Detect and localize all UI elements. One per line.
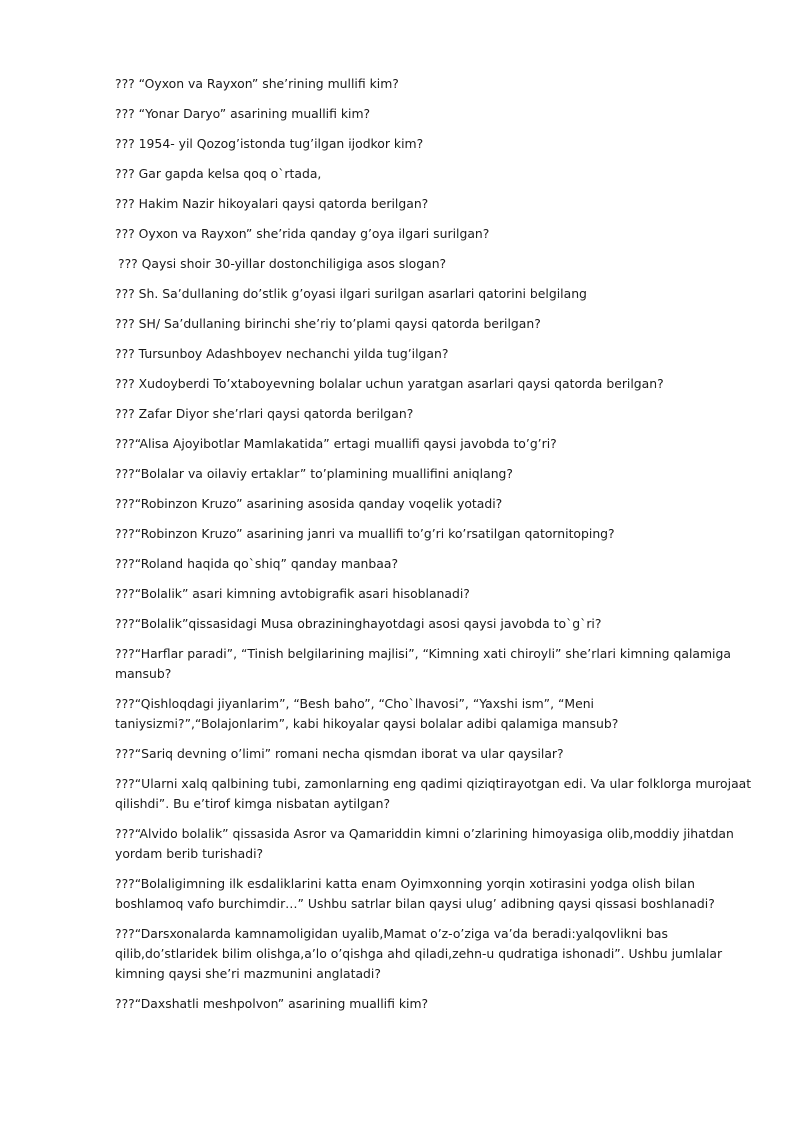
question-3: ??? 1954- yil Qozog’istonda tug’ilgan ijodkor kim? bbox=[115, 136, 424, 151]
question-26: ???“Darsxonalarda kamnamoligidan uyalib,Mamat o’z-o’ziga va’da beradi:yalqovlikni bas qilib,do’stlaridek bilim olishga,a’lo o’qishga ahd qiladi,zehn-u qudratiga ishonadi”. Ushbu jumlalar kimning qaysi she’ri mazmunini anglatadi? bbox=[115, 926, 723, 981]
question-7: ??? Qaysi shoir 30-yillar dostonchiligiga asos slogan? bbox=[118, 256, 447, 271]
question-15: ???“Robinzon Kruzo” asarining asosida qanday voqelik yotadi? bbox=[115, 496, 503, 511]
question-list bbox=[115, 74, 755, 1024]
question-18: ???“Bolalik” asari kimning avtobigrafik asari hisoblanadi? bbox=[115, 586, 470, 601]
question-9: ??? SH/ Sa’dullaning birinchi she’riy to’plami qaysi qatorda berilgan? bbox=[115, 316, 541, 331]
question-21: ???“Qishloqdagi jiyanlarim”, “Besh baho”, “Cho`lhavosi”, “Yaxshi ism”, “Meni taniysizmi?”,“Bolajonlarim”, kabi hikoyalar qaysi bolalar adibi qalamiga mansub? bbox=[115, 696, 619, 731]
question-20: ???“Harflar paradi”, “Tinish belgilarining majlisi”, “Kimning xati chiroyli” she’rlari kimning qalamiga mansub? bbox=[115, 646, 731, 681]
question-22: ???“Sariq devning o’limi” romani necha qismdan iborat va ular qaysilar? bbox=[115, 746, 564, 761]
question-14: ???“Bolalar va oilaviy ertaklar” to’plamining muallifini aniqlang? bbox=[115, 466, 513, 481]
question-24: ???“Alvido bolalik” qissasida Asror va Qamariddin kimni o’zlarining himoyasiga olib,moddiy jihatdan yordam berib turishadi? bbox=[115, 826, 734, 861]
question-27: ???“Daxshatli meshpolvon” asarining muallifi kim? bbox=[115, 996, 429, 1011]
question-2: ??? “Yonar Daryo” asarining muallifi kim? bbox=[115, 106, 371, 121]
question-16: ???“Robinzon Kruzo” asarining janri va muallifi to’g’ri ko’rsatilgan qatornitoping? bbox=[115, 526, 615, 541]
question-4: ??? Gar gapda kelsa qoq o`rtada, bbox=[115, 166, 322, 181]
question-8: ??? Sh. Sa’dullaning do’stlik g’oyasi ilgari surilgan asarlari qatorini belgilang bbox=[115, 286, 587, 301]
question-11: ??? Xudoyberdi To’xtaboyevning bolalar uchun yaratgan asarlari qaysi qatorda berilgan? bbox=[115, 376, 664, 391]
question-25: ???“Bolaligimning ilk esdaliklarini katta enam Oyimxonning yorqin xotirasini yodga olish bilan boshlamoq vafo burchimdir…” Ushbu satrlar bilan qaysi ulug’ adibning qaysi qissasi boshlanadi? bbox=[115, 876, 715, 911]
question-13: ???“Alisa Ajoyibotlar Mamlakatida” ertagi muallifi qaysi javobda to’g’ri? bbox=[115, 436, 557, 451]
question-17: ???“Roland haqida qo`shiq” qanday manbaa? bbox=[115, 556, 399, 571]
question-19: ???“Bolalik”qissasidagi Musa obrazininghayotdagi asosi qaysi javobda to`g`ri? bbox=[115, 616, 602, 631]
question-1: ??? “Oyxon va Rayxon” she’rining mullifi kim? bbox=[115, 76, 399, 91]
question-12: ??? Zafar Diyor she’rlari qaysi qatorda berilgan? bbox=[115, 406, 414, 421]
question-10: ??? Tursunboy Adashboyev nechanchi yilda tug’ilgan? bbox=[115, 346, 449, 361]
question-5: ??? Hakim Nazir hikoyalari qaysi qatorda berilgan? bbox=[115, 196, 429, 211]
question-6: ??? Oyxon va Rayxon” she’rida qanday g’oya ilgari surilgan? bbox=[115, 226, 490, 241]
question-23: ???“Ularni xalq qalbining tubi, zamonlarning eng qadimi qiziqtirayotgan edi. Va ular folklorga murojaat qilishdi”. Bu e’tirof kimga nisbatan aytilgan? bbox=[115, 776, 752, 811]
